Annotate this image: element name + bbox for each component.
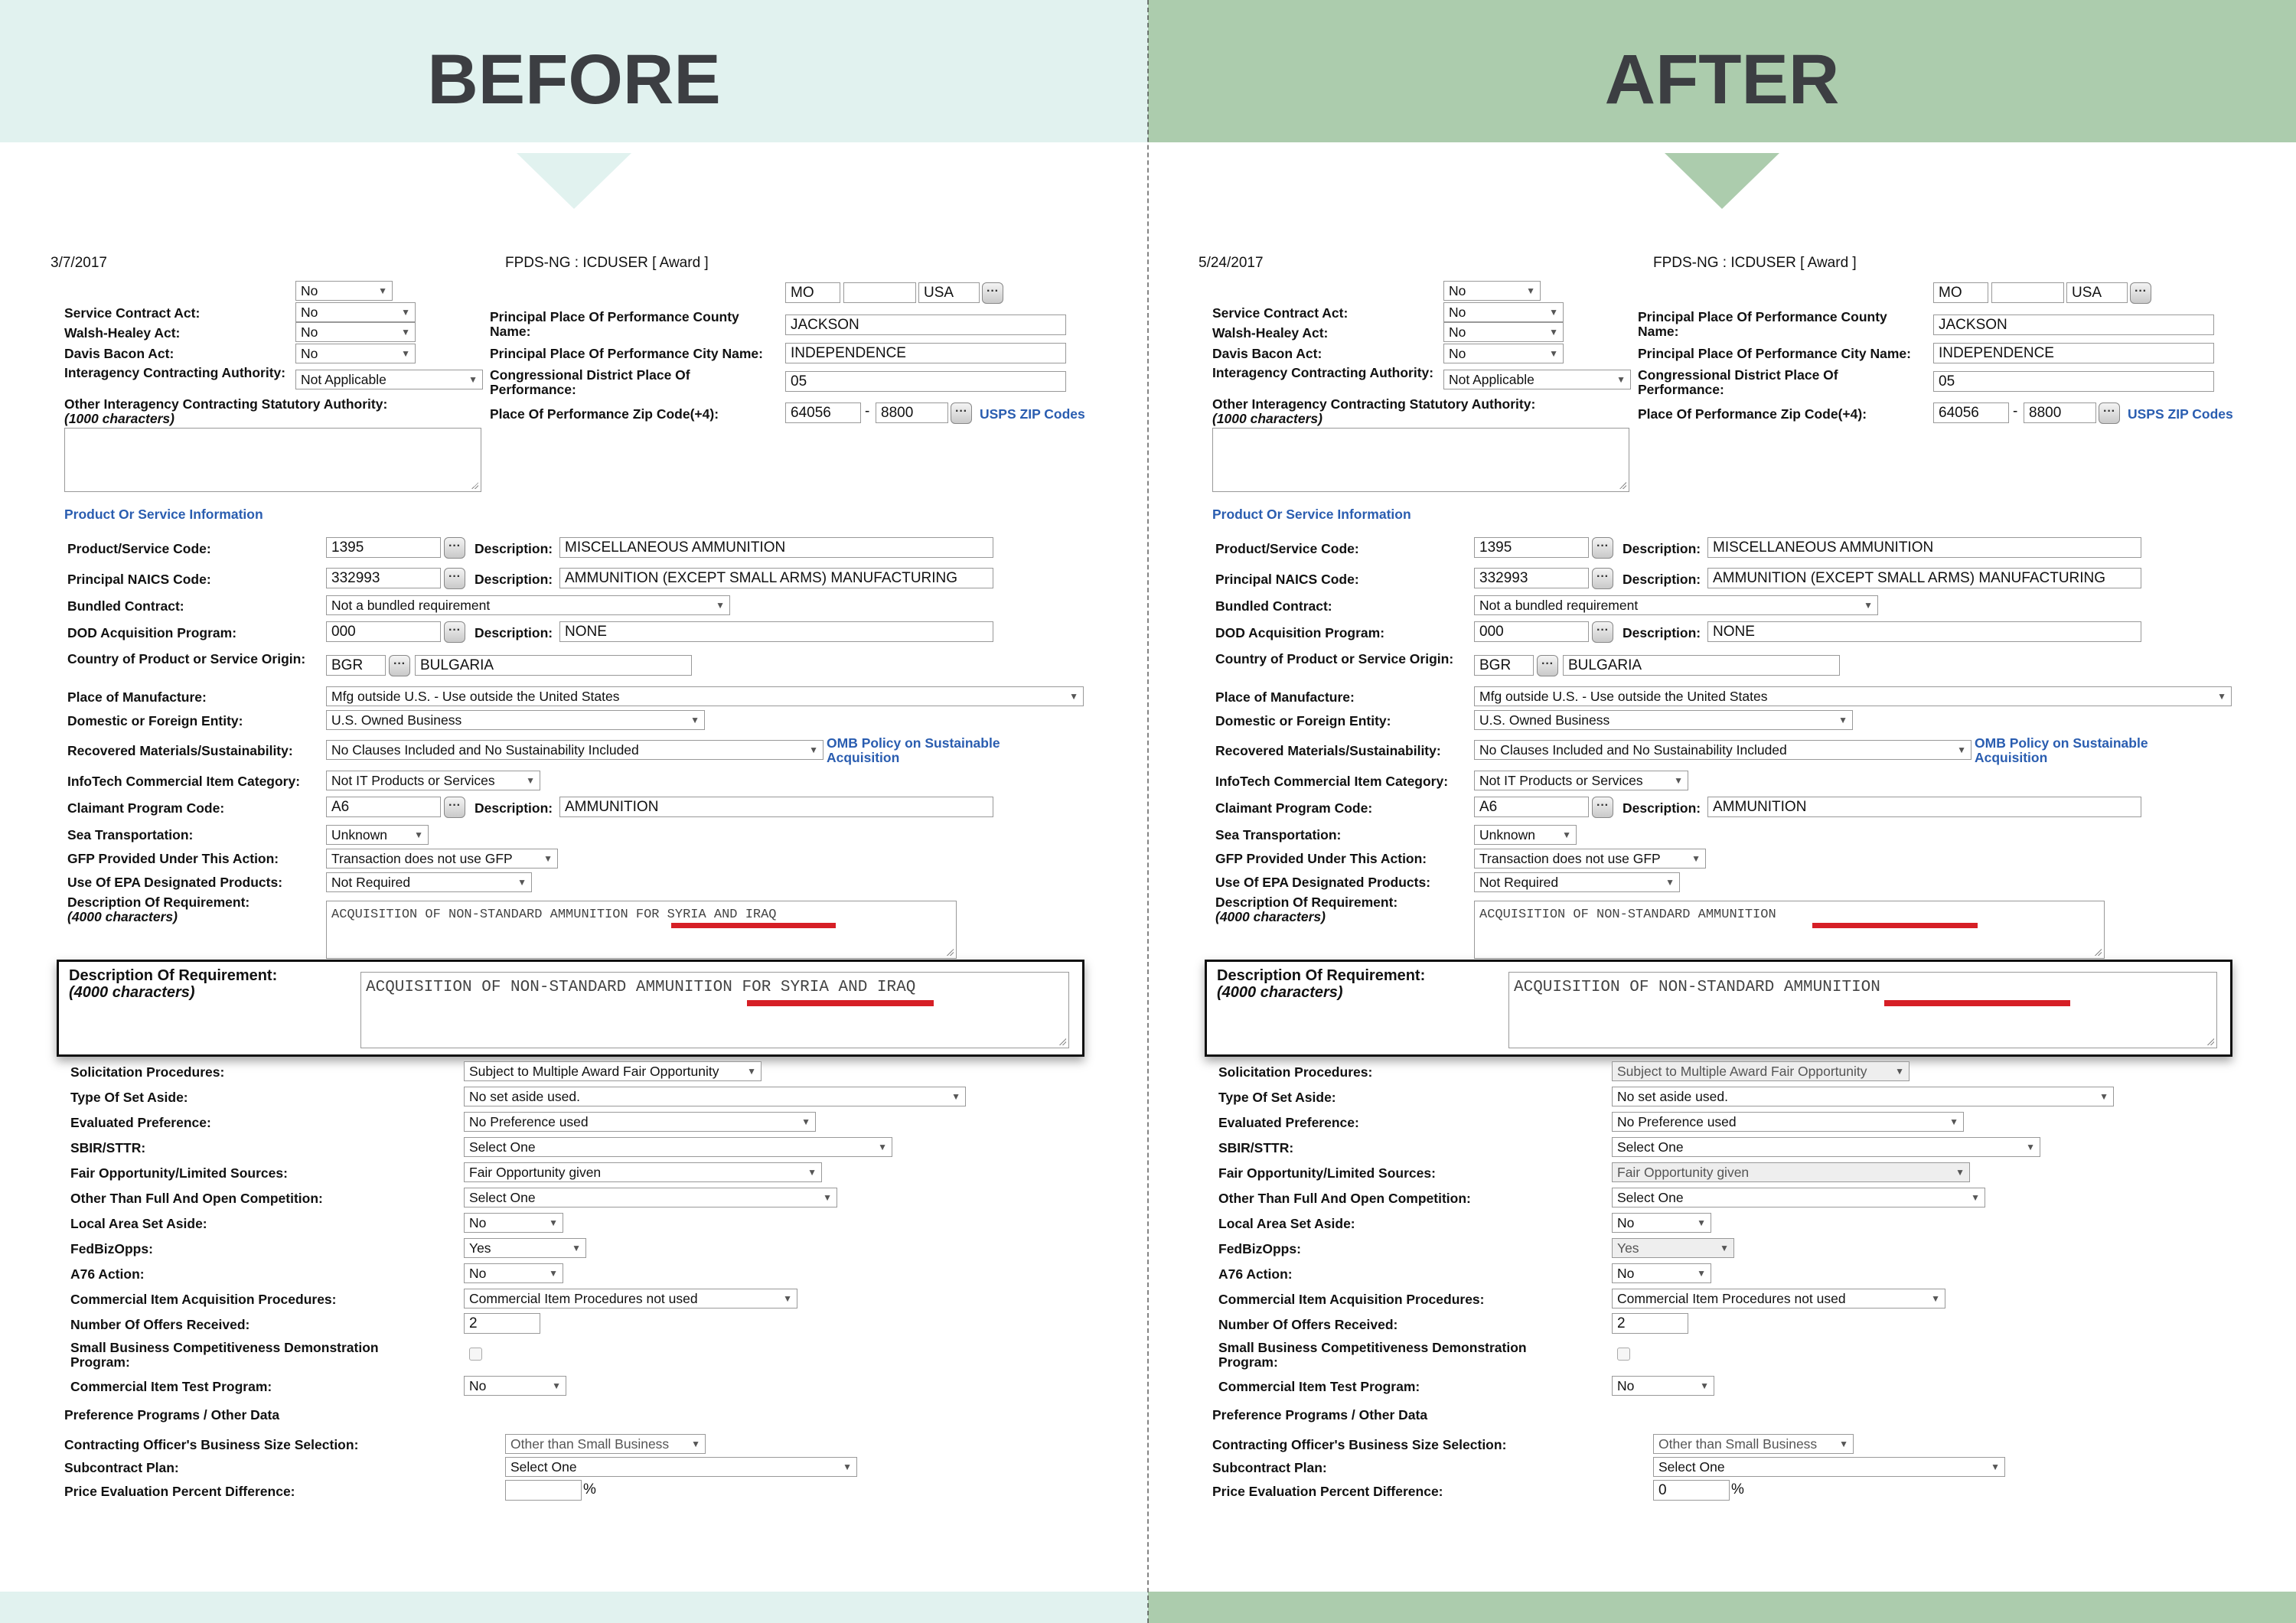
label-pop-county: Principal Place Of Performance County Name:: [490, 309, 739, 339]
char-limit: (4000 characters): [1215, 909, 1326, 924]
label-sea-transport: Sea Transportation:: [1215, 827, 1342, 842]
select-domestic-foreign[interactable]: U.S. Owned Business ▼: [326, 710, 705, 730]
select-commercial-proc[interactable]: Commercial Item Procedures not used ▼: [464, 1289, 797, 1309]
link-usps-zip[interactable]: USPS ZIP Codes: [980, 406, 1085, 422]
input-claimant[interactable]: A6: [326, 797, 441, 817]
label-fair-opportunity: Fair Opportunity/Limited Sources:: [70, 1165, 288, 1181]
print-date: 5/24/2017: [1199, 255, 1264, 271]
label-a76: A76 Action:: [1218, 1266, 1293, 1282]
ellipsis-lookup-icon[interactable]: ···: [2099, 402, 2120, 424]
label-country-origin: Country of Product or Service Origin:: [67, 651, 306, 666]
section-title: Product Or Service Information: [64, 507, 263, 522]
panel-header: [1148, 0, 2296, 142]
label-offers: Number Of Offers Received:: [70, 1317, 250, 1332]
panel-heading: BEFORE: [427, 41, 721, 119]
ellipsis-lookup-icon[interactable]: ···: [2130, 282, 2151, 304]
label-evaluated-pref: Evaluated Preference:: [70, 1115, 211, 1130]
label-bundled: Bundled Contract:: [1215, 598, 1332, 614]
label-commercial-proc: Commercial Item Acquisition Procedures:: [70, 1292, 337, 1307]
label-fair-opportunity: Fair Opportunity/Limited Sources:: [1218, 1165, 1436, 1181]
label-dod-program: DOD Acquisition Program:: [67, 625, 237, 640]
label-commercial-proc: Commercial Item Acquisition Procedures:: [1218, 1292, 1485, 1307]
panel-header: [0, 0, 1148, 142]
panel-divider: [1147, 0, 1149, 1623]
zoom-label-desc-requirement: [69, 967, 277, 1001]
input-naics-description[interactable]: AMMUNITION (EXCEPT SMALL ARMS) MANUFACTURING: [559, 568, 993, 588]
input-dod-description[interactable]: NONE: [559, 621, 993, 642]
label-fedbizopps: FedBizOpps:: [1218, 1241, 1301, 1256]
select-subcontract[interactable]: Select One ▼: [505, 1457, 857, 1477]
panel-footer-band: [0, 1592, 1148, 1623]
select-fedbizopps[interactable]: Yes ▼: [1612, 1238, 1734, 1258]
label-co-size: Contracting Officer's Business Size Selection:: [1212, 1437, 1507, 1452]
input-congressional-district[interactable]: 05: [785, 371, 1066, 392]
select-epa[interactable]: Not Required ▼: [1474, 872, 1680, 892]
after-panel: [1148, 0, 2296, 1623]
select-gfp[interactable]: Transaction does not use GFP ▼: [326, 849, 558, 869]
input-naics[interactable]: 332993: [1474, 568, 1589, 588]
select-a76[interactable]: No ▼: [1612, 1263, 1711, 1283]
char-limit: (1000 characters): [1212, 411, 1322, 426]
page-title: FPDS-NG : ICDUSER [ Award ]: [1653, 255, 1857, 271]
select-local-area[interactable]: No ▼: [1612, 1213, 1711, 1233]
ellipsis-lookup-icon[interactable]: ···: [982, 282, 1003, 304]
highlight-underline: [1812, 923, 1978, 928]
label-bundled: Bundled Contract:: [67, 598, 184, 614]
select-other-than-full[interactable]: Select One ▼: [1612, 1188, 1985, 1207]
desc-text: ACQUISITION OF NON-STANDARD AMMUNITION: [331, 908, 628, 922]
select-other-than-full[interactable]: Select One ▼: [464, 1188, 837, 1207]
select-local-area[interactable]: No ▼: [464, 1213, 563, 1233]
page-title: FPDS-NG : ICDUSER [ Award ]: [505, 255, 709, 271]
label-text: Description Of Requirement:: [67, 895, 250, 910]
zip-separator: -: [865, 403, 870, 419]
label-epa: Use Of EPA Designated Products:: [67, 875, 283, 890]
label-claimant: Claimant Program Code:: [67, 800, 225, 816]
ellipsis-lookup-icon[interactable]: ···: [1592, 621, 1613, 643]
label-davis-bacon-act: Davis Bacon Act:: [1212, 346, 1322, 361]
label-other-interagency: [1212, 397, 1610, 426]
select-recovered-materials[interactable]: No Clauses Included and No Sustainability Included ▼: [1474, 740, 1971, 760]
input-dod-program[interactable]: 000: [1474, 621, 1589, 642]
select-commercial-test[interactable]: No ▼: [1612, 1376, 1714, 1396]
select-solicitation[interactable]: Subject to Multiple Award Fair Opportunity ▼: [464, 1061, 762, 1081]
label-commercial-test: Commercial Item Test Program:: [70, 1379, 272, 1394]
label-psc-description: Description:: [475, 541, 553, 556]
input-pop-county[interactable]: JACKSON: [785, 314, 1066, 335]
label-psc: Product/Service Code:: [67, 541, 211, 556]
label-infotech: InfoTech Commercial Item Category:: [1215, 774, 1449, 789]
label-desc-requirement: [1215, 895, 1397, 924]
label-congressional-district: Congressional District Place Of Performance:: [1638, 367, 1838, 397]
label-dod-program: DOD Acquisition Program:: [1215, 625, 1385, 640]
label-claimant-description: Description:: [475, 800, 553, 816]
label-a76: A76 Action:: [70, 1266, 145, 1282]
top-select[interactable]: No ▼: [1443, 281, 1541, 301]
label-local-area: Local Area Set Aside:: [1218, 1216, 1355, 1231]
label-naics-description: Description:: [475, 572, 553, 587]
label-set-aside: Type Of Set Aside:: [1218, 1090, 1336, 1105]
label-commercial-test: Commercial Item Test Program:: [1218, 1379, 1420, 1394]
label-walsh-healey-act: Walsh-Healey Act:: [1212, 325, 1329, 341]
percent-unit: %: [1731, 1481, 1744, 1498]
ellipsis-lookup-icon[interactable]: ···: [1592, 568, 1613, 589]
select-solicitation[interactable]: Subject to Multiple Award Fair Opportunity ▼: [1612, 1061, 1910, 1081]
label-place-manufacture: Place of Manufacture:: [1215, 689, 1355, 705]
input-claimant-description[interactable]: AMMUNITION: [1707, 797, 2141, 817]
input-country-name[interactable]: BULGARIA: [415, 655, 692, 676]
ellipsis-lookup-icon[interactable]: ···: [1592, 537, 1613, 559]
label-pop-city: Principal Place Of Performance City Name:: [1638, 346, 1911, 361]
label-co-size: Contracting Officer's Business Size Selection:: [64, 1437, 359, 1452]
input-pop-city[interactable]: INDEPENDENCE: [1933, 343, 2214, 363]
input-pop-state[interactable]: MO: [785, 282, 840, 303]
link-usps-zip[interactable]: USPS ZIP Codes: [2128, 406, 2233, 422]
pref-programs-heading: Preference Programs / Other Data: [64, 1407, 280, 1423]
textarea-other-interagency[interactable]: [64, 428, 481, 492]
zoom-highlight-underline: [747, 1000, 934, 1006]
label-dod-description: Description:: [1623, 625, 1701, 640]
input-pop-country[interactable]: USA: [2066, 282, 2128, 303]
label-dod-description: Description:: [475, 625, 553, 640]
label-congressional-district: Congressional District Place Of Performance:: [490, 367, 690, 397]
label-solicitation: Solicitation Procedures:: [1218, 1064, 1373, 1080]
input-offers[interactable]: 2: [464, 1313, 540, 1334]
label-service-contract-act: Service Contract Act:: [64, 305, 201, 321]
label-pop-county: Principal Place Of Performance County Name:: [1638, 309, 1887, 339]
input-pop-extra[interactable]: [1991, 282, 2064, 303]
select-a76[interactable]: No ▼: [464, 1263, 563, 1283]
input-claimant[interactable]: A6: [1474, 797, 1589, 817]
print-date: 3/7/2017: [51, 255, 107, 271]
select-set-aside[interactable]: No set aside used. ▼: [464, 1087, 966, 1106]
char-limit: (4000 characters): [1217, 984, 1343, 1001]
input-country-code[interactable]: BGR: [1474, 655, 1534, 676]
input-pop-city[interactable]: INDEPENDENCE: [785, 343, 1066, 363]
select-fair-opportunity[interactable]: Fair Opportunity given ▼: [1612, 1162, 1970, 1182]
label-claimant-description: Description:: [1623, 800, 1701, 816]
label-epa: Use Of EPA Designated Products:: [1215, 875, 1431, 890]
label-naics-description: Description:: [1623, 572, 1701, 587]
select-davis-bacon-act[interactable]: No ▼: [295, 344, 416, 363]
label-price-eval: Price Evaluation Percent Difference:: [64, 1484, 295, 1499]
input-congressional-district[interactable]: 05: [1933, 371, 2214, 392]
ellipsis-lookup-icon[interactable]: ···: [444, 568, 465, 589]
select-interagency-authority[interactable]: Not Applicable ▼: [295, 370, 483, 389]
input-pop-country[interactable]: USA: [918, 282, 980, 303]
textarea-desc-requirement[interactable]: [1474, 901, 2105, 959]
panel-footer-band: [1148, 1592, 2296, 1623]
ellipsis-lookup-icon[interactable]: ···: [951, 402, 972, 424]
label-walsh-healey-act: Walsh-Healey Act:: [64, 325, 181, 341]
label-davis-bacon-act: Davis Bacon Act:: [64, 346, 174, 361]
ellipsis-lookup-icon[interactable]: ···: [444, 621, 465, 643]
input-pop-zip-plus4[interactable]: 8800: [876, 402, 948, 423]
checkbox-small-biz-demo[interactable]: [1617, 1348, 1630, 1361]
section-title: Product Or Service Information: [1212, 507, 1411, 522]
desc-text: ACQUISITION OF NON-STANDARD AMMUNITION: [1479, 908, 1776, 922]
down-arrow-icon: [517, 153, 631, 209]
input-country-code[interactable]: BGR: [326, 655, 386, 676]
link-omb-policy[interactable]: OMB Policy on Sustainable Acquisition: [1975, 735, 2148, 765]
label-sbir: SBIR/STTR:: [1218, 1140, 1294, 1155]
select-interagency-authority[interactable]: Not Applicable ▼: [1443, 370, 1631, 389]
label-psc: Product/Service Code:: [1215, 541, 1359, 556]
select-davis-bacon-act[interactable]: No ▼: [1443, 344, 1564, 363]
label-country-origin: Country of Product or Service Origin:: [1215, 651, 1454, 666]
input-dod-program[interactable]: 000: [326, 621, 441, 642]
label-place-manufacture: Place of Manufacture:: [67, 689, 207, 705]
label-other-interagency: [64, 397, 462, 426]
input-claimant-description[interactable]: AMMUNITION: [559, 797, 993, 817]
select-commercial-test[interactable]: No ▼: [464, 1376, 566, 1396]
label-claimant: Claimant Program Code:: [1215, 800, 1373, 816]
select-sbir[interactable]: Select One ▼: [1612, 1137, 2040, 1157]
select-subcontract[interactable]: Select One ▼: [1653, 1457, 2005, 1477]
select-fedbizopps[interactable]: Yes ▼: [464, 1238, 586, 1258]
input-psc-description[interactable]: MISCELLANEOUS AMMUNITION: [559, 537, 993, 558]
label-text: Other Interagency Contracting Statutory Authority:: [64, 396, 388, 412]
select-fair-opportunity[interactable]: Fair Opportunity given ▼: [464, 1162, 822, 1182]
ellipsis-lookup-icon[interactable]: ···: [389, 655, 410, 676]
select-bundled[interactable]: Not a bundled requirement ▼: [1474, 595, 1878, 615]
input-pop-zip[interactable]: 64056: [785, 402, 861, 423]
input-psc[interactable]: 1395: [326, 537, 441, 558]
desc-tail: FOR SYRIA AND IRAQ: [742, 979, 916, 996]
label-local-area: Local Area Set Aside:: [70, 1216, 207, 1231]
input-pop-extra[interactable]: [843, 282, 916, 303]
label-infotech: InfoTech Commercial Item Category:: [67, 774, 301, 789]
select-place-manufacture[interactable]: Mfg outside U.S. - Use outside the United States ▼: [326, 686, 1084, 706]
label-sea-transport: Sea Transportation:: [67, 827, 194, 842]
label-small-biz-demo: Small Business Competitiveness Demonstration Program:: [1218, 1340, 1527, 1370]
input-price-eval[interactable]: [505, 1480, 582, 1501]
textarea-desc-requirement[interactable]: [326, 901, 957, 959]
label-gfp: GFP Provided Under This Action:: [67, 851, 279, 866]
select-co-size[interactable]: Other than Small Business ▼: [505, 1434, 706, 1454]
zoom-highlight-underline: [1884, 1000, 2070, 1006]
label-psc-description: Description:: [1623, 541, 1701, 556]
label-domestic-foreign: Domestic or Foreign Entity:: [67, 713, 243, 728]
zoom-textarea-desc-requirement[interactable]: [360, 972, 1069, 1048]
zoom-label-desc-requirement: [1217, 967, 1425, 1001]
select-bundled[interactable]: Not a bundled requirement ▼: [326, 595, 730, 615]
input-pop-state[interactable]: MO: [1933, 282, 1988, 303]
input-pop-zip[interactable]: 64056: [1933, 402, 2009, 423]
label-fedbizopps: FedBizOpps:: [70, 1241, 153, 1256]
link-omb-policy[interactable]: OMB Policy on Sustainable Acquisition: [827, 735, 1000, 765]
input-pop-county[interactable]: JACKSON: [1933, 314, 2214, 335]
down-arrow-icon: [1665, 153, 1779, 209]
input-dod-description[interactable]: NONE: [1707, 621, 2141, 642]
select-evaluated-pref[interactable]: No Preference used ▼: [1612, 1112, 1964, 1132]
desc-tail: FOR SYRIA AND IRAQ: [635, 908, 777, 922]
select-co-size[interactable]: Other than Small Business ▼: [1653, 1434, 1854, 1454]
label-gfp: GFP Provided Under This Action:: [1215, 851, 1427, 866]
percent-unit: %: [583, 1481, 596, 1498]
select-recovered-materials[interactable]: No Clauses Included and No Sustainability Included ▼: [326, 740, 823, 760]
label-domestic-foreign: Domestic or Foreign Entity:: [1215, 713, 1391, 728]
highlight-underline: [671, 923, 836, 928]
label-pop-zip: Place Of Performance Zip Code(+4):: [1638, 406, 1867, 422]
label-other-than-full: Other Than Full And Open Competition:: [70, 1191, 323, 1206]
label-recovered-materials: Recovered Materials/Sustainability:: [67, 743, 293, 758]
input-country-name[interactable]: BULGARIA: [1563, 655, 1840, 676]
select-service-contract-act[interactable]: No ▼: [295, 302, 416, 322]
select-walsh-healey-act[interactable]: No ▼: [1443, 322, 1564, 342]
desc-text: ACQUISITION OF NON-STANDARD AMMUNITION: [366, 979, 732, 996]
select-service-contract-act[interactable]: No ▼: [1443, 302, 1564, 322]
select-domestic-foreign[interactable]: U.S. Owned Business ▼: [1474, 710, 1853, 730]
label-service-contract-act: Service Contract Act:: [1212, 305, 1349, 321]
select-infotech[interactable]: Not IT Products or Services ▼: [326, 771, 540, 790]
label-offers: Number Of Offers Received:: [1218, 1317, 1398, 1332]
desc-text: ACQUISITION OF NON-STANDARD AMMUNITION: [1514, 979, 1880, 996]
label-interagency-authority: Interagency Contracting Authority:: [64, 365, 286, 380]
input-pop-zip-plus4[interactable]: 8800: [2024, 402, 2096, 423]
label-interagency-authority: Interagency Contracting Authority:: [1212, 365, 1434, 380]
select-sbir[interactable]: Select One ▼: [464, 1137, 892, 1157]
label-pop-city: Principal Place Of Performance City Name:: [490, 346, 763, 361]
label-text: Description Of Requirement:: [69, 967, 278, 984]
select-gfp[interactable]: Transaction does not use GFP ▼: [1474, 849, 1706, 869]
select-epa[interactable]: Not Required ▼: [326, 872, 532, 892]
zoom-textarea-desc-requirement[interactable]: [1508, 972, 2217, 1048]
ellipsis-lookup-icon[interactable]: ···: [444, 537, 465, 559]
select-sea-transport[interactable]: Unknown ▼: [1474, 825, 1577, 845]
label-naics: Principal NAICS Code:: [1215, 572, 1359, 587]
input-offers[interactable]: 2: [1612, 1313, 1688, 1334]
char-limit: (4000 characters): [67, 909, 178, 924]
select-set-aside[interactable]: No set aside used. ▼: [1612, 1087, 2114, 1106]
zip-separator: -: [2013, 403, 2018, 419]
label-subcontract: Subcontract Plan:: [1212, 1460, 1327, 1475]
select-walsh-healey-act[interactable]: No ▼: [295, 322, 416, 342]
input-psc-description[interactable]: MISCELLANEOUS AMMUNITION: [1707, 537, 2141, 558]
label-price-eval: Price Evaluation Percent Difference:: [1212, 1484, 1443, 1499]
label-evaluated-pref: Evaluated Preference:: [1218, 1115, 1359, 1130]
ellipsis-lookup-icon[interactable]: ···: [444, 797, 465, 818]
label-recovered-materials: Recovered Materials/Sustainability:: [1215, 743, 1441, 758]
pref-programs-heading: Preference Programs / Other Data: [1212, 1407, 1428, 1423]
label-sbir: SBIR/STTR:: [70, 1140, 146, 1155]
input-naics-description[interactable]: AMMUNITION (EXCEPT SMALL ARMS) MANUFACTURING: [1707, 568, 2141, 588]
label-small-biz-demo: Small Business Competitiveness Demonstration Program:: [70, 1340, 379, 1370]
panel-heading: AFTER: [1604, 41, 1840, 119]
label-naics: Principal NAICS Code:: [67, 572, 211, 587]
select-evaluated-pref[interactable]: No Preference used ▼: [464, 1112, 816, 1132]
label-text: Description Of Requirement:: [1217, 967, 1426, 984]
label-set-aside: Type Of Set Aside:: [70, 1090, 188, 1105]
input-naics[interactable]: 332993: [326, 568, 441, 588]
label-subcontract: Subcontract Plan:: [64, 1460, 179, 1475]
label-pop-zip: Place Of Performance Zip Code(+4):: [490, 406, 719, 422]
select-infotech[interactable]: Not IT Products or Services ▼: [1474, 771, 1688, 790]
input-psc[interactable]: 1395: [1474, 537, 1589, 558]
ellipsis-lookup-icon[interactable]: ···: [1537, 655, 1558, 676]
select-commercial-proc[interactable]: Commercial Item Procedures not used ▼: [1612, 1289, 1945, 1309]
input-price-eval[interactable]: 0: [1653, 1480, 1730, 1501]
label-text: Description Of Requirement:: [1215, 895, 1398, 910]
label-text: Other Interagency Contracting Statutory Authority:: [1212, 396, 1536, 412]
char-limit: (4000 characters): [69, 984, 195, 1001]
checkbox-small-biz-demo[interactable]: [469, 1348, 482, 1361]
label-desc-requirement: [67, 895, 249, 924]
label-solicitation: Solicitation Procedures:: [70, 1064, 225, 1080]
ellipsis-lookup-icon[interactable]: ···: [1592, 797, 1613, 818]
label-other-than-full: Other Than Full And Open Competition:: [1218, 1191, 1471, 1206]
select-place-manufacture[interactable]: Mfg outside U.S. - Use outside the United States ▼: [1474, 686, 2232, 706]
textarea-other-interagency[interactable]: [1212, 428, 1629, 492]
char-limit: (1000 characters): [64, 411, 174, 426]
select-sea-transport[interactable]: Unknown ▼: [326, 825, 429, 845]
top-select[interactable]: No ▼: [295, 281, 393, 301]
